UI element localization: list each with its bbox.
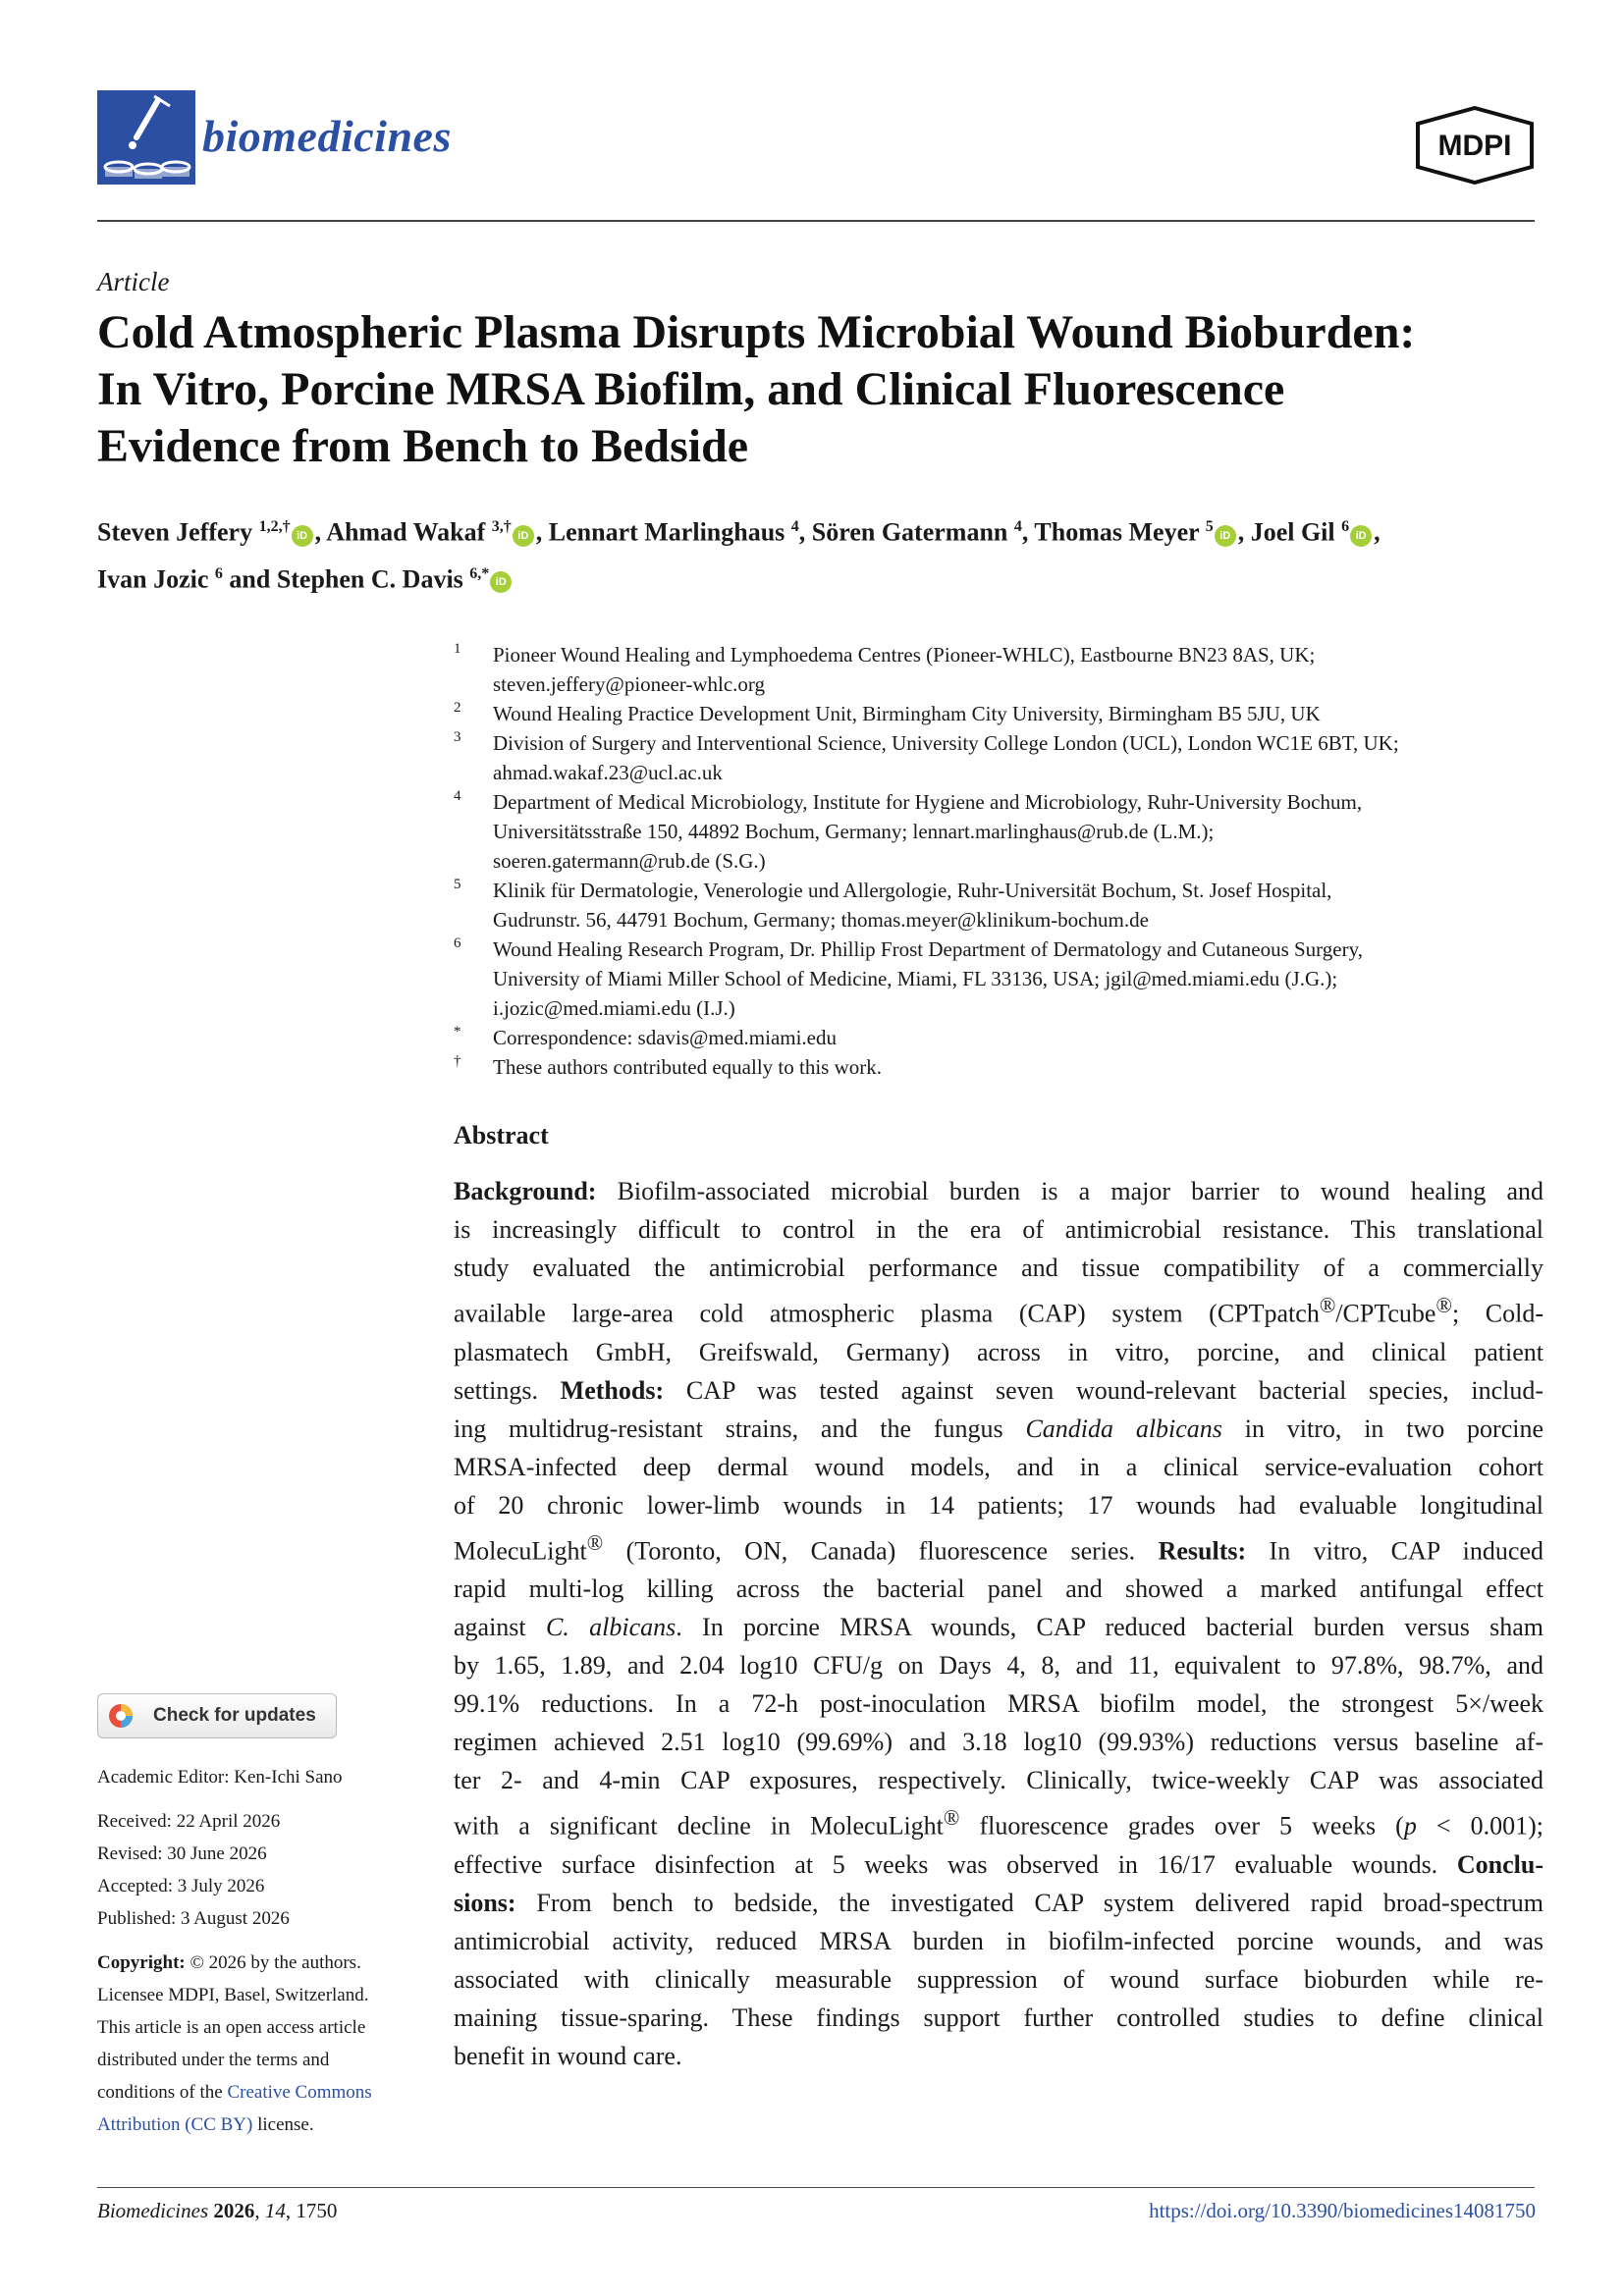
author-line: [97, 554, 1550, 601]
article-title: [97, 304, 1550, 475]
author-affiliation-marker: 5: [1205, 518, 1214, 535]
author-line: [97, 507, 1550, 554]
text-run: in vitro, in two porcine: [1221, 1414, 1544, 1443]
author-separator: ,: [1374, 517, 1380, 547]
affiliation-item: [454, 1052, 1543, 1082]
text-run: maining tissue-sparing. These findings support further controlled studies to define clinical: [454, 2002, 1543, 2032]
text-run: From bench to bedside, the investigated CAP system delivered rapid broad-spectrum: [515, 1888, 1543, 1917]
text-run: against: [454, 1613, 546, 1642]
footer-year: 2026: [213, 2199, 255, 2222]
author-name: Sören Gatermann: [811, 517, 1014, 547]
affiliation-marker: 3: [454, 729, 461, 745]
text-run: ; Cold-: [1451, 1299, 1544, 1328]
author-affiliation-marker: 6,*: [469, 564, 490, 582]
author-connector: and: [222, 564, 277, 594]
text-run: © 2026 by the authors.: [185, 1952, 361, 1973]
publisher-name: MDPI: [1437, 130, 1512, 162]
author-affiliation-marker: 4: [1013, 518, 1022, 535]
orcid-icon[interactable]: iD: [1215, 525, 1236, 547]
abstract-line: [454, 1999, 1543, 2037]
text-run: settings.: [454, 1375, 561, 1405]
section-label: sions:: [454, 1888, 516, 1917]
article-type: Article: [97, 267, 170, 296]
section-label: Conclu-: [1456, 1849, 1543, 1879]
affiliation-line: ahmad.wakaf.23@ucl.ac.uk: [493, 761, 723, 784]
text-run: 99.1% reductions. In a 72-h post-inoculation MRSA biofilm model, the strongest 5×/week: [454, 1689, 1543, 1719]
author-separator: ,: [1021, 517, 1035, 547]
text-run: < 0.001);: [1416, 1811, 1544, 1841]
article-info-sidebar: [97, 1761, 431, 2141]
copyright-line: [97, 1947, 431, 1979]
abstract-line: [454, 1333, 1543, 1371]
doi-link[interactable]: https://doi.org/10.3390/biomedicines14081750: [1149, 2199, 1536, 2222]
affiliation-line: i.jozic@med.miami.edu (I.J.): [493, 996, 735, 1020]
text-run: Biofilm-associated microbial burden is a major barrier to wound healing and: [596, 1177, 1543, 1205]
abstract-line: [454, 1448, 1543, 1486]
text-run: with a significant decline in MolecuLight: [454, 1811, 944, 1841]
text-run: . In porcine MRSA wounds, CAP reduced bacterial burden versus sham: [676, 1613, 1544, 1642]
author-separator: ,: [314, 517, 327, 547]
text-run: by 1.65, 1.89, and 2.04 log10 CFU/g on Days 4, 8, and 11, equivalent to 97.8%, 98.7%, and: [454, 1651, 1543, 1681]
revised-date: Revised: 30 June 2026: [97, 1843, 267, 1864]
author-name: Ivan Jozic: [97, 564, 215, 594]
copyright-line: [97, 2109, 431, 2141]
text-run: available large-area cold atmospheric plasma (CAP) system (CPTpatch: [454, 1299, 1320, 1328]
footer-divider: [97, 2187, 1535, 2188]
section-label: Background:: [454, 1177, 597, 1205]
text-run: This article is an open access article: [97, 2017, 366, 2038]
affiliation-marker: 2: [454, 700, 461, 716]
author-affiliation-marker: 4: [790, 518, 799, 535]
abstract-line: [454, 1410, 1543, 1448]
author-name: Ahmad Wakaf: [326, 517, 492, 547]
abstract-line: [454, 1570, 1543, 1608]
abstract-line: [454, 1884, 1543, 1922]
abstract-line: [454, 1646, 1543, 1684]
abstract-line: [454, 1684, 1543, 1723]
abstract-line: [454, 1172, 1543, 1210]
author-separator: ,: [798, 517, 812, 547]
affiliation-line: Wound Healing Practice Development Unit, Birmingham City University, Birmingham B5 5JU, UK: [493, 702, 1321, 725]
author-name: Lennart Marlinghaus: [548, 517, 791, 547]
text-run: fluorescence grades over 5 weeks (: [959, 1811, 1404, 1841]
abstract-line: [454, 1723, 1543, 1761]
registered-mark: ®: [1435, 1294, 1452, 1317]
text-run: ter 2- and 4-min CAP exposures, respectively. Clinically, twice-weekly CAP was associated: [454, 1766, 1543, 1795]
text-run: study evaluated the antimicrobial performance and tissue compatibility of a commercially: [454, 1254, 1543, 1282]
affiliation-item: [454, 1023, 1543, 1052]
publisher-logo-icon: [1414, 106, 1536, 185]
citation-footer: Biomedicines 2026, 14, 1750: [97, 2199, 338, 2222]
italic-term: p: [1403, 1811, 1417, 1841]
author-name: Steven Jeffery: [97, 517, 259, 547]
text-run: plasmatech GmbH, Greifswald, Germany) across in vitro, porcine, and clinical patient: [454, 1337, 1543, 1366]
text-run: effective surface disinfection at 5 weeks was observed in 16/17 evaluable wounds.: [454, 1849, 1457, 1879]
copyright-line: [97, 1979, 431, 2011]
text-run: CAP was tested against seven wound-relevant bacterial species, includ-: [664, 1375, 1543, 1405]
affiliation-marker: †: [454, 1053, 461, 1069]
journal-logo-icon: [97, 90, 195, 185]
orcid-icon[interactable]: iD: [1350, 525, 1372, 547]
journal-name: biomedicines: [202, 111, 452, 161]
affiliation-line: steven.jeffery@pioneer-whlc.org: [493, 672, 766, 696]
italic-term: Candida albicans: [1025, 1414, 1222, 1443]
abstract-line: [454, 1761, 1543, 1799]
affiliation-line: University of Miami Miller School of Medicine, Miami, FL 33136, USA; jgil@med.miami.edu (J.G.);: [493, 967, 1338, 990]
title-line: Evidence from Bench to Bedside: [97, 420, 749, 472]
author-affiliation-marker: 6: [1341, 518, 1350, 535]
received-date: Received: 22 April 2026: [97, 1811, 281, 1832]
license-link[interactable]: Creative Commons: [227, 2082, 372, 2103]
abstract-line: [454, 1524, 1543, 1571]
author-list: [97, 507, 1550, 600]
check-for-updates-button[interactable]: [97, 1693, 337, 1738]
affiliation-line: Universitätsstraße 150, 44892 Bochum, Germany; lennart.marlinghaus@rub.de (L.M.);: [493, 820, 1215, 843]
footer-journal: Biomedicines: [97, 2199, 209, 2222]
check-for-updates-icon: [108, 1703, 134, 1729]
title-line: Cold Atmospheric Plasma Disrupts Microbial Wound Bioburden:: [97, 306, 1416, 358]
abstract-line: [454, 1287, 1543, 1333]
copyright-line: [97, 2076, 431, 2109]
affiliation-line: Department of Medical Microbiology, Institute for Hygiene and Microbiology, Ruhr-University Bochum,: [493, 790, 1363, 814]
affiliation-line: Klinik für Dermatologie, Venerologie und Allergologie, Ruhr-Universität Bochum, St. Josef Hospital,: [493, 879, 1332, 902]
affiliation-line: Division of Surgery and Interventional Science, University College London (UCL), London WC1E 6BT, UK;: [493, 731, 1399, 755]
abstract-line: [454, 1845, 1543, 1884]
text-run: ing multidrug-resistant strains, and the fungus: [454, 1414, 1026, 1443]
affiliation-item: [454, 934, 1543, 1023]
copyright-line: [97, 2044, 431, 2076]
abstract-line: [454, 1210, 1543, 1249]
header-divider: [97, 220, 1535, 222]
author-affiliation-marker: 1,2,†: [258, 518, 291, 535]
affiliation-marker: 5: [454, 877, 461, 892]
author-name: Thomas Meyer: [1034, 517, 1206, 547]
affiliation-item: [454, 728, 1543, 787]
section-label: Results:: [1158, 1536, 1247, 1566]
text-run: In vitro, CAP induced: [1246, 1536, 1543, 1566]
affiliation-item: [454, 640, 1543, 699]
text-run: antimicrobial activity, reduced MRSA burden in biofilm-infected porcine wounds, and was: [454, 1926, 1543, 1955]
affiliation-item: [454, 787, 1543, 876]
text-run: of 20 chronic lower-limb wounds in 14 patients; 17 wounds had evaluable longitudinal: [454, 1490, 1543, 1520]
abstract-line: [454, 2037, 1543, 2075]
affiliation-line: Pioneer Wound Healing and Lymphoedema Centres (Pioneer-WHLC), Eastbourne BN23 8AS, UK;: [493, 643, 1316, 667]
title-line: In Vitro, Porcine MRSA Biofilm, and Clinical Fluorescence: [97, 363, 1285, 415]
affiliation-line: These authors contributed equally to this work.: [493, 1055, 882, 1079]
affiliation-line: soeren.gatermann@rub.de (S.G.): [493, 849, 766, 873]
orcid-icon[interactable]: iD: [490, 571, 512, 593]
orcid-icon[interactable]: iD: [292, 525, 313, 547]
affiliation-marker: 6: [454, 935, 461, 951]
abstract-line: [454, 1799, 1543, 1845]
affiliation-marker: *: [454, 1024, 461, 1040]
author-affiliation-marker: 6: [214, 564, 223, 582]
copyright-line: [97, 2011, 431, 2044]
abstract-line: [454, 1922, 1543, 1960]
accepted-date: Accepted: 3 July 2026: [97, 1876, 265, 1896]
text-run: Licensee MDPI, Basel, Switzerland.: [97, 1985, 369, 2005]
text-run: regimen achieved 2.51 log10 (99.69%) and 3.18 log10 (99.93%) reductions versus baseline af-: [454, 1728, 1543, 1757]
license-link[interactable]: Attribution (CC BY): [97, 2114, 253, 2135]
italic-term: C. albicans: [545, 1613, 677, 1642]
abstract-line: [454, 1249, 1543, 1287]
affiliation-list: [454, 640, 1543, 1082]
copyright-notice: [97, 1947, 431, 2141]
registered-mark: ®: [1319, 1294, 1336, 1317]
text-run: distributed under the terms and: [97, 2050, 330, 2070]
section-label: Copyright:: [97, 1952, 186, 1973]
affiliation-line: Correspondence: sdavis@med.miami.edu: [493, 1026, 838, 1049]
registered-mark: ®: [943, 1806, 960, 1831]
author-name: Stephen C. Davis: [276, 564, 470, 594]
abstract-line: [454, 1371, 1543, 1410]
affiliation-marker: 1: [454, 641, 461, 657]
affiliation-line: Wound Healing Research Program, Dr. Phillip Frost Department of Dermatology and Cutaneous Surgery,: [493, 937, 1363, 961]
abstract-body: [454, 1172, 1543, 2075]
published-date: Published: 3 August 2026: [97, 1908, 290, 1929]
footer-volume: 14: [264, 2199, 286, 2222]
text-run: associated with clinically measurable suppression of wound surface bioburden while re-: [454, 1964, 1543, 1994]
affiliation-marker: 4: [454, 788, 461, 804]
author-name: Joel Gil: [1250, 517, 1342, 547]
registered-mark: ®: [586, 1530, 604, 1555]
affiliation-item: [454, 876, 1543, 934]
footer-article-number: 1750: [296, 2199, 338, 2222]
affiliation-line: Gudrunstr. 56, 44791 Bochum, Germany; thomas.meyer@klinikum-bochum.de: [493, 908, 1149, 932]
text-run: benefit in wound care.: [454, 2041, 682, 2070]
text-run: MolecuLight: [454, 1536, 587, 1566]
text-run: MRSA-infected deep dermal wound models, and in a clinical service-evaluation cohort: [454, 1452, 1543, 1481]
abstract-line: [454, 1608, 1543, 1646]
section-label: Methods:: [560, 1375, 665, 1405]
academic-editor: Academic Editor: Ken-Ichi Sano: [97, 1767, 343, 1788]
text-run: rapid multi-log killing across the bacterial panel and showed a marked antifungal effect: [454, 1575, 1543, 1604]
text-run: conditions of the: [97, 2082, 228, 2103]
author-separator: ,: [535, 517, 549, 547]
check-for-updates-label: Check for updates: [153, 1705, 316, 1726]
text-run: /CPTcube: [1335, 1299, 1436, 1328]
text-run: license.: [252, 2114, 314, 2135]
text-run: is increasingly difficult to control in the era of antimicrobial resistance. This translational: [454, 1215, 1543, 1244]
orcid-icon[interactable]: iD: [513, 525, 534, 547]
affiliation-item: [454, 699, 1543, 728]
abstract-line: [454, 1960, 1543, 1999]
text-run: (Toronto, ON, Canada) fluorescence series.: [603, 1536, 1159, 1566]
abstract-heading: Abstract: [454, 1121, 549, 1149]
author-affiliation-marker: 3,†: [491, 518, 512, 535]
author-separator: ,: [1237, 517, 1251, 547]
abstract-line: [454, 1486, 1543, 1524]
